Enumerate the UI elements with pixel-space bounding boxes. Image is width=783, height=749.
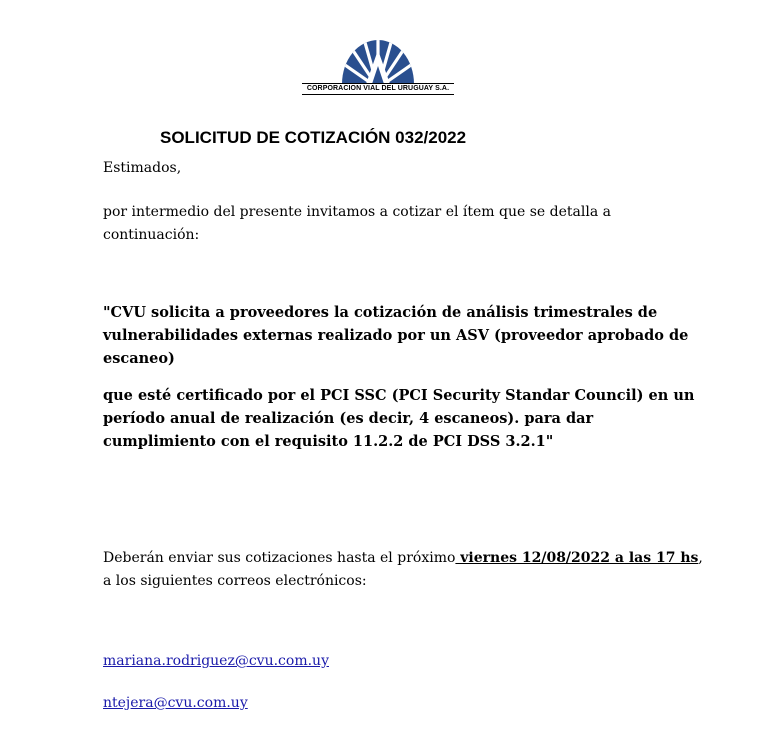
company-logo [302, 30, 454, 100]
page-title: SOLICITUD DE COTIZACIÓN 032/2022 [160, 128, 467, 147]
request-paragraph-2: que esté certificado por el PCI SSC (PCI Security Standar Council) en un período anual de realización (es decir, 4 escaneos). para dar cumplimiento con el requisito 11.2.2 de PCI DSS 3.2.1" [103, 387, 695, 450]
email-item [103, 650, 703, 673]
logo-emblem-icon [302, 30, 454, 84]
deadline-text: Deberán enviar sus cotizaciones hasta el próximo [103, 550, 456, 566]
intro-paragraph: por intermedio del presente invitamos a cotizar el ítem que se detalla a continuación: [103, 204, 611, 243]
deadline-comma: , [698, 550, 703, 566]
email-item [103, 692, 703, 715]
email-link-ntejera[interactable]: ntejera@cvu.com.uy [103, 695, 248, 711]
request-paragraph-1: "CVU solicita a proveedores la cotización de análisis trimestrales de vulnerabilidades externas realizado por un ASV (proveedor aprobado de escaneo) [103, 304, 689, 367]
deadline-line2: a los siguientes correos electrónicos: [103, 573, 367, 589]
logo-caption: CORPORACION VIAL DEL URUGUAY S.A. [302, 83, 454, 95]
deadline-date: viernes 12/08/2022 a las 17 hs [455, 550, 699, 566]
greeting: Estimados, [103, 160, 182, 176]
email-link-mariana[interactable]: mariana.rodriguez@cvu.com.uy [103, 653, 329, 669]
deadline-paragraph [103, 547, 743, 593]
